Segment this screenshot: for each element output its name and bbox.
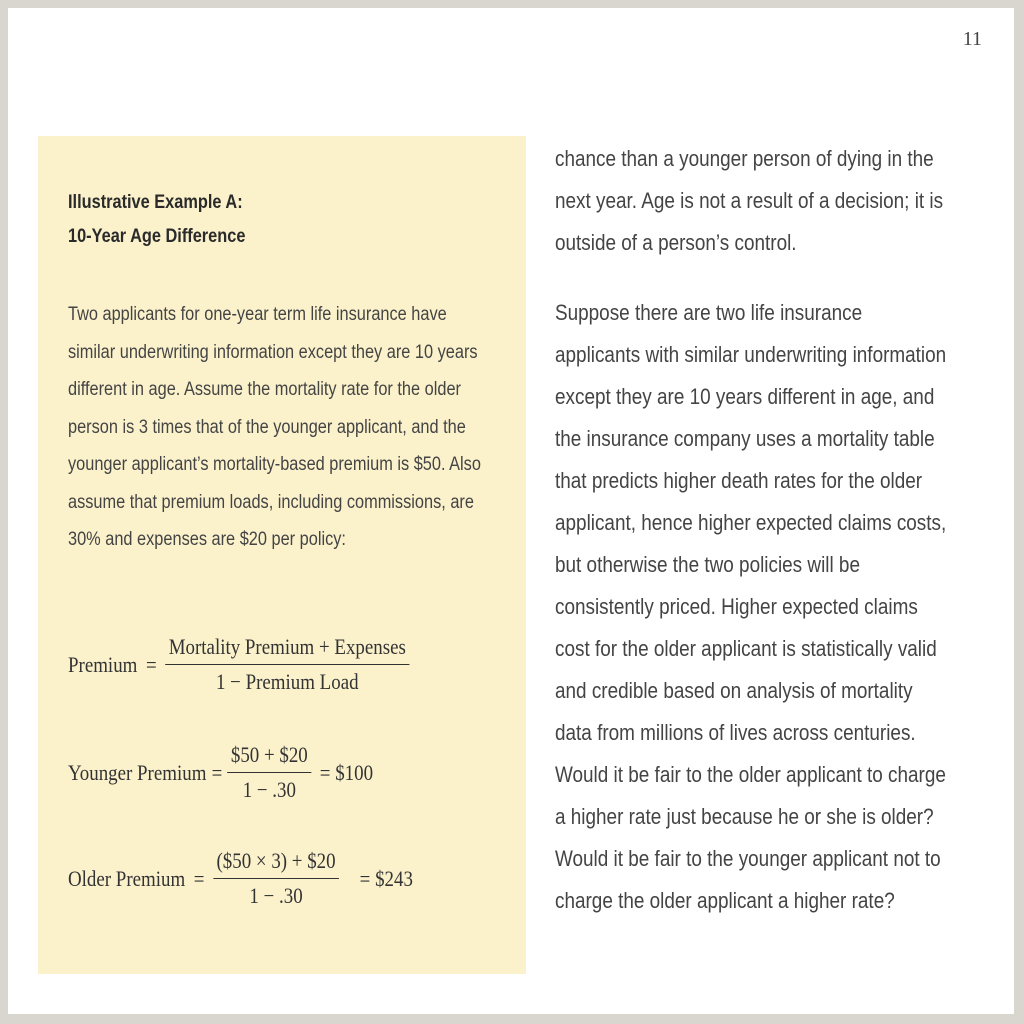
older-premium-label: Older Premium	[68, 865, 186, 891]
premium-formula-equals: =	[145, 651, 157, 677]
page-number: 11	[962, 28, 982, 50]
younger-premium-label: Younger Premium	[68, 759, 207, 785]
older-premium-fraction	[213, 848, 339, 909]
illustrative-example-box	[38, 136, 526, 974]
premium-formula-fraction	[165, 634, 409, 695]
older-premium-result: = $243	[359, 865, 413, 891]
premium-formula-numerator: Mortality Premium + Expenses	[165, 634, 409, 665]
older-premium-equals: =	[193, 865, 205, 891]
younger-premium-numerator: $50 + $20	[227, 742, 311, 773]
younger-premium-result: = $100	[319, 759, 374, 785]
example-title-line2: 10-Year Age Difference	[68, 226, 246, 247]
older-premium-numerator: ($50 × 3) + $20	[213, 848, 339, 879]
body-paragraph-2: Suppose there are two life insurance applicants with similar underwriting information except they are 10 years different in age, and the insurance company uses a mortality table that predicts higher death rates for the older applicant, hence higher expected claims costs, but otherwise the two policies will be consistently priced. Higher expected claims cost for the older applicant is statistically valid and credible based on analysis of mortality data from millions of lives across centuries. Would it be fair to the older applicant to charge a higher rate just because he or she is older? Would it be fair to the younger applicant not to charge the older applicant a higher rate?	[555, 300, 947, 913]
younger-premium-equation	[68, 742, 373, 803]
premium-formula	[68, 634, 409, 695]
older-premium-denominator: 1 − .30	[249, 883, 303, 908]
younger-premium-fraction	[227, 742, 311, 803]
example-title-line1: Illustrative Example A:	[68, 192, 243, 213]
premium-formula-denominator: 1 − Premium Load	[215, 669, 359, 694]
younger-premium-equals: =	[211, 759, 223, 785]
body-paragraph-1: chance than a younger person of dying in the next year. Age is not a result of a decision; it is outside of a person’s control.	[555, 146, 944, 255]
premium-formula-label: Premium	[68, 651, 138, 677]
example-title	[68, 186, 245, 254]
document-page	[8, 8, 1014, 1014]
younger-premium-denominator: 1 − .30	[242, 777, 296, 802]
older-premium-equation	[68, 848, 413, 909]
example-intro-text: Two applicants for one-year term life insurance have similar underwriting information except they are 10 years different in age. Assume the mortality rate for the older person is 3 times that of the younger applicant, and the younger applicant’s mortality-based premium is $50. Also assume that premium loads, including commissions, are 30% and expenses are $20 per policy:	[68, 304, 481, 550]
body-text-column	[555, 138, 951, 922]
